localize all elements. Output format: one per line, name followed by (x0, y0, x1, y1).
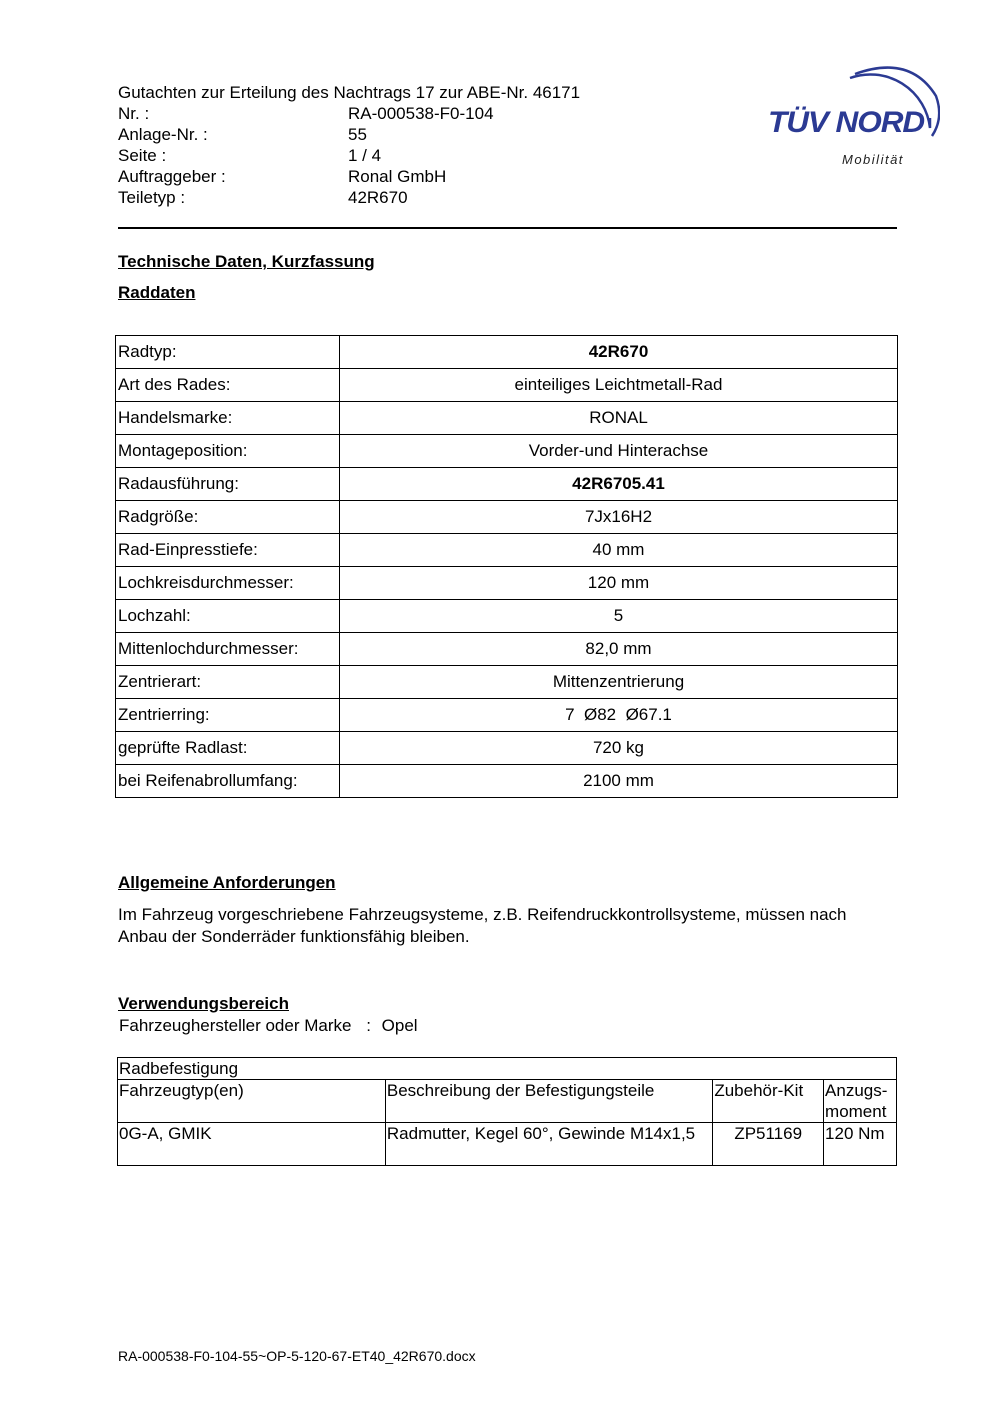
table-row: Zentrierring: 7 Ø82 Ø67.1 (116, 699, 898, 732)
section-raddaten: Raddaten (118, 283, 196, 302)
anforderungen-text: Im Fahrzeug vorgeschriebene Fahrzeugsysteme, z.B. Reifendruckkontrollsysteme, müssen nach Anbau der Sonderräder funktionsfähig bleiben. (118, 905, 847, 946)
hersteller-label: Fahrzeughersteller oder Marke (119, 1016, 352, 1035)
table-row: 0G-A, GMIK Radmutter, Kegel 60°, Gewinde M14x1,5 ZP51169 120 Nm (118, 1123, 897, 1166)
hersteller-value: Opel (381, 1016, 418, 1035)
header-row: Anlage-Nr. : 55 (118, 125, 367, 144)
document-header (118, 82, 580, 208)
header-row: Nr. : RA-000538-F0-104 (118, 104, 494, 123)
table-row: Lochkreisdurchmesser: 120 mm (116, 567, 898, 600)
table-row: Radausführung: 42R6705.41 (116, 468, 898, 501)
table-row: Handelsmarke: RONAL (116, 402, 898, 435)
tuv-nord-logo (760, 56, 940, 176)
header-title: Gutachten zur Erteilung des Nachtrags 17 zur ABE-Nr. 46171 (118, 83, 581, 102)
table-row: Zentrierart: Mittenzentrierung (116, 666, 898, 699)
table-row: geprüfte Radlast: 720 kg (116, 732, 898, 765)
table-row: Rad-Einpresstiefe: 40 mm (116, 534, 898, 567)
radbefestigung-table (117, 1057, 897, 1166)
header-row: Seite : 1 / 4 (118, 146, 382, 165)
table-row: Radtyp: 42R670 (116, 336, 898, 369)
table-header-row: Fahrzeugtyp(en) Beschreibung der Befestigungsteile Zubehör-Kit Anzugs-moment (118, 1080, 897, 1123)
section-verwendungsbereich: Verwendungsbereich (118, 994, 289, 1013)
section-anforderungen: Allgemeine Anforderungen (118, 873, 336, 892)
logo-brand: TÜV NORD (768, 106, 925, 139)
table-row: Radgröße: 7Jx16H2 (116, 501, 898, 534)
logo-subtitle: Mobilität (842, 152, 904, 167)
section-technische-daten: Technische Daten, Kurzfassung (118, 252, 375, 271)
table-row: Lochzahl: 5 (116, 600, 898, 633)
table-row: Montageposition: Vorder-und Hinterachse (116, 435, 898, 468)
table-title-row (118, 1058, 897, 1080)
raddaten-table (115, 335, 898, 798)
header-row: Auftraggeber : Ronal GmbH (118, 167, 447, 186)
table-row: Art des Rades: einteiliges Leichtmetall-Rad (116, 369, 898, 402)
header-divider (118, 227, 897, 229)
header-row: Teiletyp : 42R670 (118, 188, 408, 207)
radbefestigung-title: Radbefestigung (118, 1058, 897, 1080)
table-row: Mittenlochdurchmesser: 82,0 mm (116, 633, 898, 666)
footer-filename: RA-000538-F0-104-55~OP-5-120-67-ET40_42R670.docx (118, 1348, 476, 1364)
hersteller-line: Fahrzeughersteller oder Marke : Opel (119, 1016, 418, 1035)
table-row: bei Reifenabrollumfang: 2100 mm (116, 765, 898, 798)
